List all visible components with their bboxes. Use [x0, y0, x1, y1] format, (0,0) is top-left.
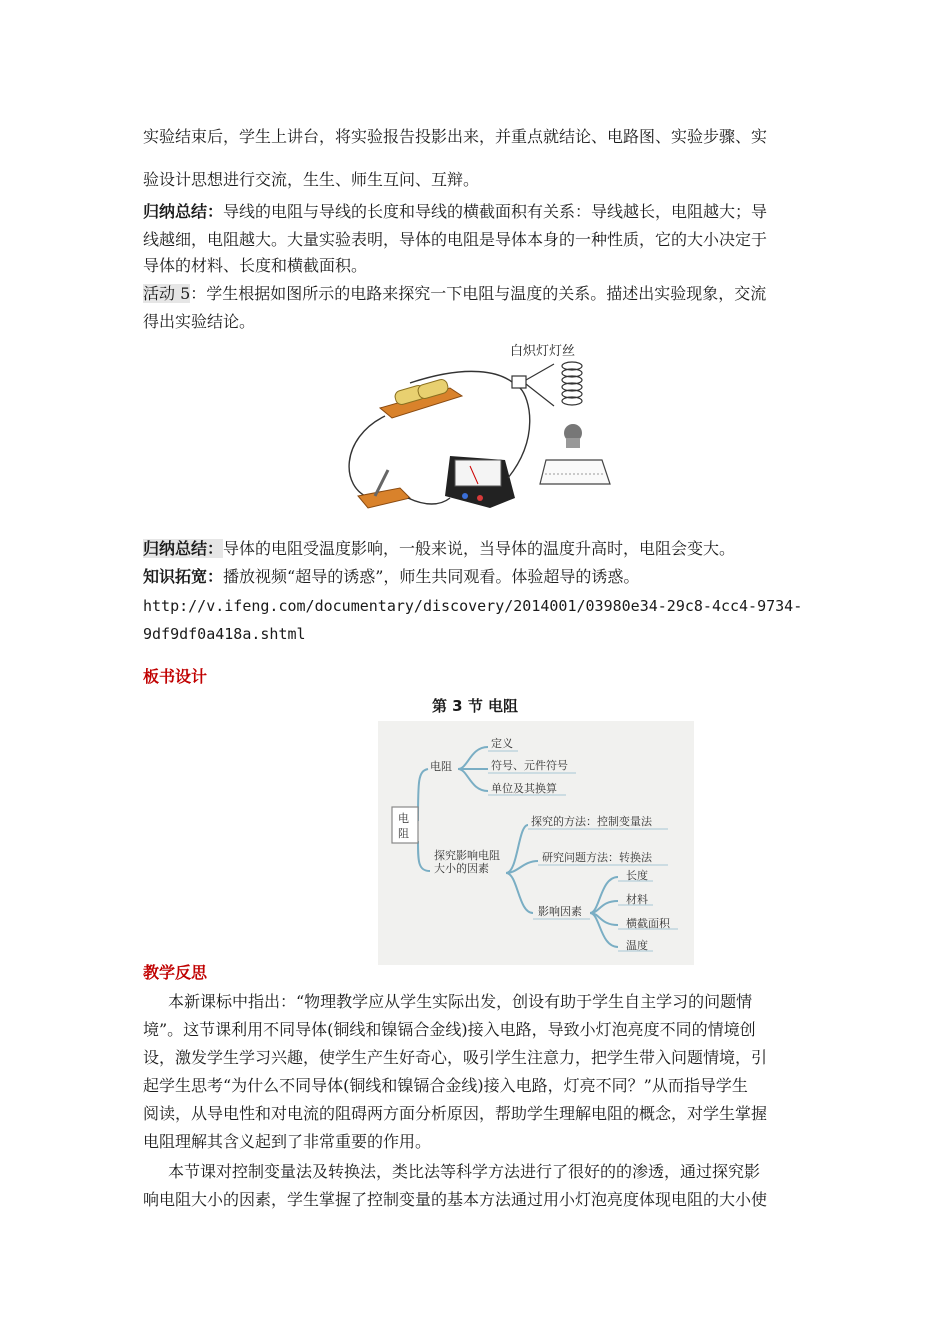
para1-line2: 验设计思想进行交流，生生、师生互问、互辩。	[143, 170, 480, 189]
mindmap-factor-material: 材料	[626, 893, 648, 906]
url-line1[interactable]: http://v.ifeng.com/documentary/discovery/2014001/03980e34-29c8-4cc4-9734-	[143, 597, 803, 615]
connector-box	[512, 376, 526, 388]
activity5-label: 活动 5	[143, 284, 191, 303]
switch	[358, 470, 410, 508]
reflection-p1-line6: 电阻理解其含义起到了非常重要的作用。	[143, 1132, 432, 1151]
reflection-p2-line2: 响电阻大小的因素，学生掌握了控制变量的基本方法通过用小灯泡亮度体现电阻的大小使	[143, 1190, 768, 1209]
url-line2[interactable]: 9df9df0a418a.shtml	[143, 625, 306, 643]
filament-caption: 白炽灯灯丝	[510, 344, 576, 359]
reflection-heading: 教学反思	[143, 963, 208, 982]
mindmap-root-char2: 阻	[398, 827, 409, 840]
mindmap-item-definition: 定义	[491, 737, 513, 750]
extension-line	[143, 567, 639, 587]
extension-text: 播放视频“超导的诱惑”，师生共同观看。体验超导的诱惑。	[223, 567, 640, 586]
filament-coil	[562, 362, 582, 405]
reflection-p2-line1: 本节课对控制变量法及转换法，类比法等科学方法进行了很好的的渗透，通过探究影	[168, 1162, 761, 1181]
summary2-text: 导体的电阻受温度影响，一般来说，当导体的温度升高时，电阻会变大。	[223, 539, 736, 558]
para1-line1: 实验结束后，学生上讲台，将实验报告投影出来，并重点就结论、电路图、实验步骤、实	[143, 127, 768, 146]
board-design-heading: 板书设计	[143, 667, 208, 686]
section-title: 第 3 节 电阻	[431, 697, 519, 715]
mindmap-item-unit: 单位及其换算	[491, 782, 557, 795]
activity5-line1	[143, 284, 766, 304]
reflection-p1-line1: 本新课标中指出：“物理教学应从学生实际出发，创设有助于学生自主学习的问题情	[168, 992, 753, 1011]
mindmap-factor-temperature: 温度	[626, 939, 648, 952]
summary1-label: 归纳总结：	[143, 202, 224, 221]
reflection-p1-line3: 设，激发学生学习兴趣，使学生产生好奇心，吸引学生注意力，把学生带入问题情境，引	[143, 1048, 768, 1067]
reflection-p1-line5: 阅读，从导电性和对电流的阻碍两方面分析原因，帮助学生理解电阻的概念，对学生掌握	[143, 1104, 768, 1123]
mindmap-branch1: 电阻	[430, 760, 452, 773]
mindmap-figure	[378, 721, 694, 965]
mindmap-factor-length: 长度	[626, 869, 648, 882]
mindmap-branch2-line1: 探究影响电阻	[434, 849, 500, 862]
wire-bottom	[408, 498, 450, 504]
filament-leads	[526, 364, 554, 406]
summary1-line1	[143, 202, 767, 222]
mindmap-method2: 研究问题方法：转换法	[542, 851, 652, 864]
circuit-figure	[340, 338, 620, 520]
summary2-line	[143, 539, 735, 559]
wire-right	[508, 388, 530, 478]
reflection-p1-line2: 境”。这节课利用不同导体(铜线和镍镉合金线)接入电路，导致小灯泡亮度不同的情境创	[143, 1020, 756, 1039]
summary1-line2: 线越细，电阻越大。大量实验表明，导体的电阻是导体本身的一种性质，它的大小决定于	[143, 230, 768, 249]
activity5-text1: ：学生根据如图所示的电路来探究一下电阻与温度的关系。描述出实验现象，交流	[190, 284, 767, 303]
summary2-label: 归纳总结：	[143, 539, 224, 558]
reflection-p1-line4: 起学生思考“为什么不同导体(铜线和镍镉合金线)接入电路，灯亮不同？”从而指导学生	[143, 1076, 748, 1095]
mindmap-branch2-line2: 大小的因素	[434, 862, 489, 875]
mindmap-factor-area: 横截面积	[626, 917, 670, 930]
mindmap-method1: 探究的方法：控制变量法	[531, 815, 652, 828]
summary1-text1: 导线的电阻与导线的长度和导线的横截面积有关系：导线越长，电阻越大；导	[223, 202, 768, 221]
extension-label: 知识拓宽：	[143, 567, 224, 586]
wire-top	[410, 371, 512, 383]
alcohol-lamp	[540, 424, 610, 484]
mindmap-item-symbol: 符号、元件符号	[491, 759, 568, 772]
activity5-line2: 得出实验结论。	[143, 312, 256, 331]
mindmap-factors-label: 影响因素	[538, 905, 582, 918]
battery-holder	[380, 378, 462, 418]
mindmap-root-char1: 电	[398, 812, 409, 825]
ammeter	[445, 456, 515, 508]
summary1-line3: 导体的材料、长度和横截面积。	[143, 256, 368, 275]
